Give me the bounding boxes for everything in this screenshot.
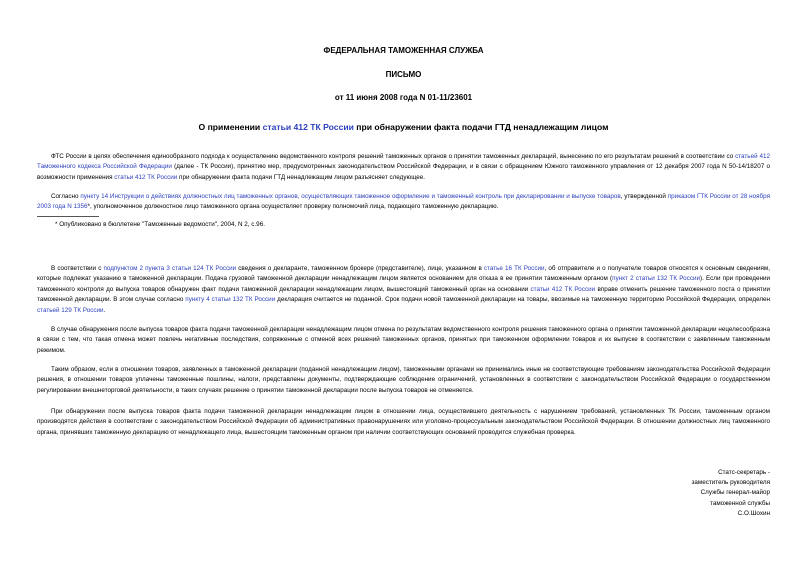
link-article-412[interactable]: статьи 412 ТК России bbox=[530, 285, 596, 293]
paragraph-3-text: сведения о декларанте, таможенном брокере (представителе), лице, указанном в bbox=[236, 265, 484, 272]
paragraph-1-text: ФТС России в целях обеспечения единообразного подхода к осуществлению ведомственного контроля решений таможенных органов о принятии таможенных деклараций, вынесению по его результатам решений в соответствии со bbox=[51, 153, 736, 160]
paragraph-1-text: (далее - ТК России), принятию мер, предусмотренных законодательством Российской Федерации, и в связи с обращением Южного таможенного управления от 12 декабря 2007 года N 50-14/18207 о возможности применения bbox=[37, 163, 770, 181]
paragraph-2 bbox=[37, 192, 770, 213]
footnote-divider bbox=[37, 216, 99, 217]
paragraph-1-text: при обнаружении факта подачи ГТД ненадлежащим лицом разъясняет следующее. bbox=[177, 173, 426, 181]
document-title bbox=[0, 122, 807, 132]
link-article-129[interactable]: статьей 129 ТК России bbox=[37, 306, 104, 314]
paragraph-4: В случае обнаружения после выпуска товаров факта подачи таможенной декларации ненадлежащим лицом отмена по результатам ведомственного контроля решения таможенного органа о принятии таможенной декларации нецелесообразна в связи с тем, что такая отмена может повлечь негативные последствия, сопряженные с отменой всех решений таможенных органов, принятых при таможенном оформлении товаров и их выпуске в соответствии с заявленным таможенным режимом. bbox=[37, 326, 770, 354]
agency-heading: ФЕДЕРАЛЬНАЯ ТАМОЖЕННАЯ СЛУЖБА bbox=[323, 46, 484, 55]
paragraph-2-text: Согласно bbox=[51, 193, 81, 200]
paragraph-3-text: вправе отменить решение таможенного поста о принятии таможенной декларации. В этом случае согласно bbox=[37, 285, 770, 304]
signature-line: таможенной службы bbox=[710, 499, 770, 507]
paragraph-3-text: В соответствии с bbox=[51, 265, 104, 272]
paragraph-3-text: . bbox=[103, 306, 106, 314]
link-article-412-tk[interactable]: статьи 412 ТК России bbox=[114, 173, 178, 181]
signature-line: Службы генерал-майор bbox=[700, 489, 770, 497]
link-article-132-point-4[interactable]: пункту 4 статьи 132 ТК России bbox=[185, 296, 276, 304]
title-link-article-412[interactable]: статьи 412 ТК России bbox=[262, 122, 354, 132]
document-date-number: от 11 июня 2008 года N 01-11/23601 bbox=[334, 93, 473, 102]
document-type: ПИСЬМО bbox=[385, 70, 422, 79]
paragraph-5: Таким образом, если в отношении товаров, заявленных в таможенной декларации (поданной ненадлежащим лицом), таможенными органами не принимались иные не соответствующие требованиям законодательства Российской Федерации решения, в отношении товаров уплачены таможенные пошлины, налоги, представлены документы, подтверждающие соблюдение ограничений, установленных в соответствии с законодательством Российской Федерации о государственном регулировании внешнеторговой деятельности, в таких случаях решение о принятии таможенной декларации после выпуска товаров не отменяется. bbox=[37, 366, 770, 394]
link-article-132-point-2[interactable]: пункт 2 статьи 132 ТК России bbox=[612, 275, 701, 283]
signature-line: заместитель руководителя bbox=[691, 479, 770, 487]
link-article-412-customs-code[interactable]: статьей 412 Таможенного кодекса Российской Федерации bbox=[37, 153, 770, 171]
title-text-after: при обнаружении факта подачи ГТД ненадлежащим лицом bbox=[353, 122, 609, 132]
paragraph-1 bbox=[37, 152, 770, 183]
signature-line: Статс-секретарь - bbox=[718, 469, 770, 476]
paragraph-2-text: *, уполномоченное должностное лицо таможенного органа осуществляет проверку полномочий лица, подающего таможенную декларацию. bbox=[87, 203, 499, 211]
signature-name: С.О.Шохин bbox=[737, 509, 770, 517]
signature-block bbox=[691, 468, 770, 519]
link-gtk-order-1356[interactable]: приказом ГТК России от 28 ноября 2003 года N 1356 bbox=[37, 193, 770, 211]
paragraph-3-text: ). Если при проведении таможенного контроля до выпуска товаров обнаружен факт подачи таможенной декларации ненадлежащим лицом, вышестоящий таможенный орган на основании bbox=[37, 275, 770, 293]
paragraph-3-text: , об отправителе и о получателе товаров относятся к основным сведениям, которые подлежат указанию в таможенной декларации. Подача грузовой таможенной декларации ненадлежащим лицом является основанием для отказа в ее принятии таможенным органом ( bbox=[37, 265, 770, 283]
title-text-before: О применении bbox=[198, 122, 263, 132]
link-instruction-point-14[interactable]: пункту 14 Инструкции о действиях должностных лиц таможенных органов, осуществляющих таможенное оформление и таможенный контроль при декларировании и выпуске товаров bbox=[80, 193, 621, 200]
paragraph-6: При обнаружении после выпуска товаров факта подачи таможенной декларации ненадлежащим лицом в отношении лица, осуществившего деятельность с нарушением требований, установленных ТК России, таможенным органом производятся действия в соответствии с законодательством Российской Федерации об административных правонарушениях или уголовно-процессуальным законодательством Российской Федерации. В отношении должностных лиц таможенного органа, принявших таможенную декларацию от ненадлежащего лица, вышестоящим таможенным органом при наличии соответствующих оснований проводится служебная проверка. bbox=[37, 408, 770, 436]
paragraph-3 bbox=[37, 264, 770, 316]
link-article-124[interactable]: подпунктом 2 пункта 3 статьи 124 ТК России bbox=[103, 265, 237, 272]
paragraph-2-text: , утвержденной bbox=[620, 193, 668, 200]
footnote: * Опубликовано в бюллетене "Таможенные ведомости", 2004, N 2, с.96. bbox=[55, 221, 265, 228]
link-article-16[interactable]: статье 16 ТК России bbox=[483, 265, 545, 272]
paragraph-3-text: декларация считается не поданной. Срок подачи новой таможенной декларации на товары, ввозимые на таможенную территорию Российской Федерации, определен bbox=[275, 296, 771, 304]
